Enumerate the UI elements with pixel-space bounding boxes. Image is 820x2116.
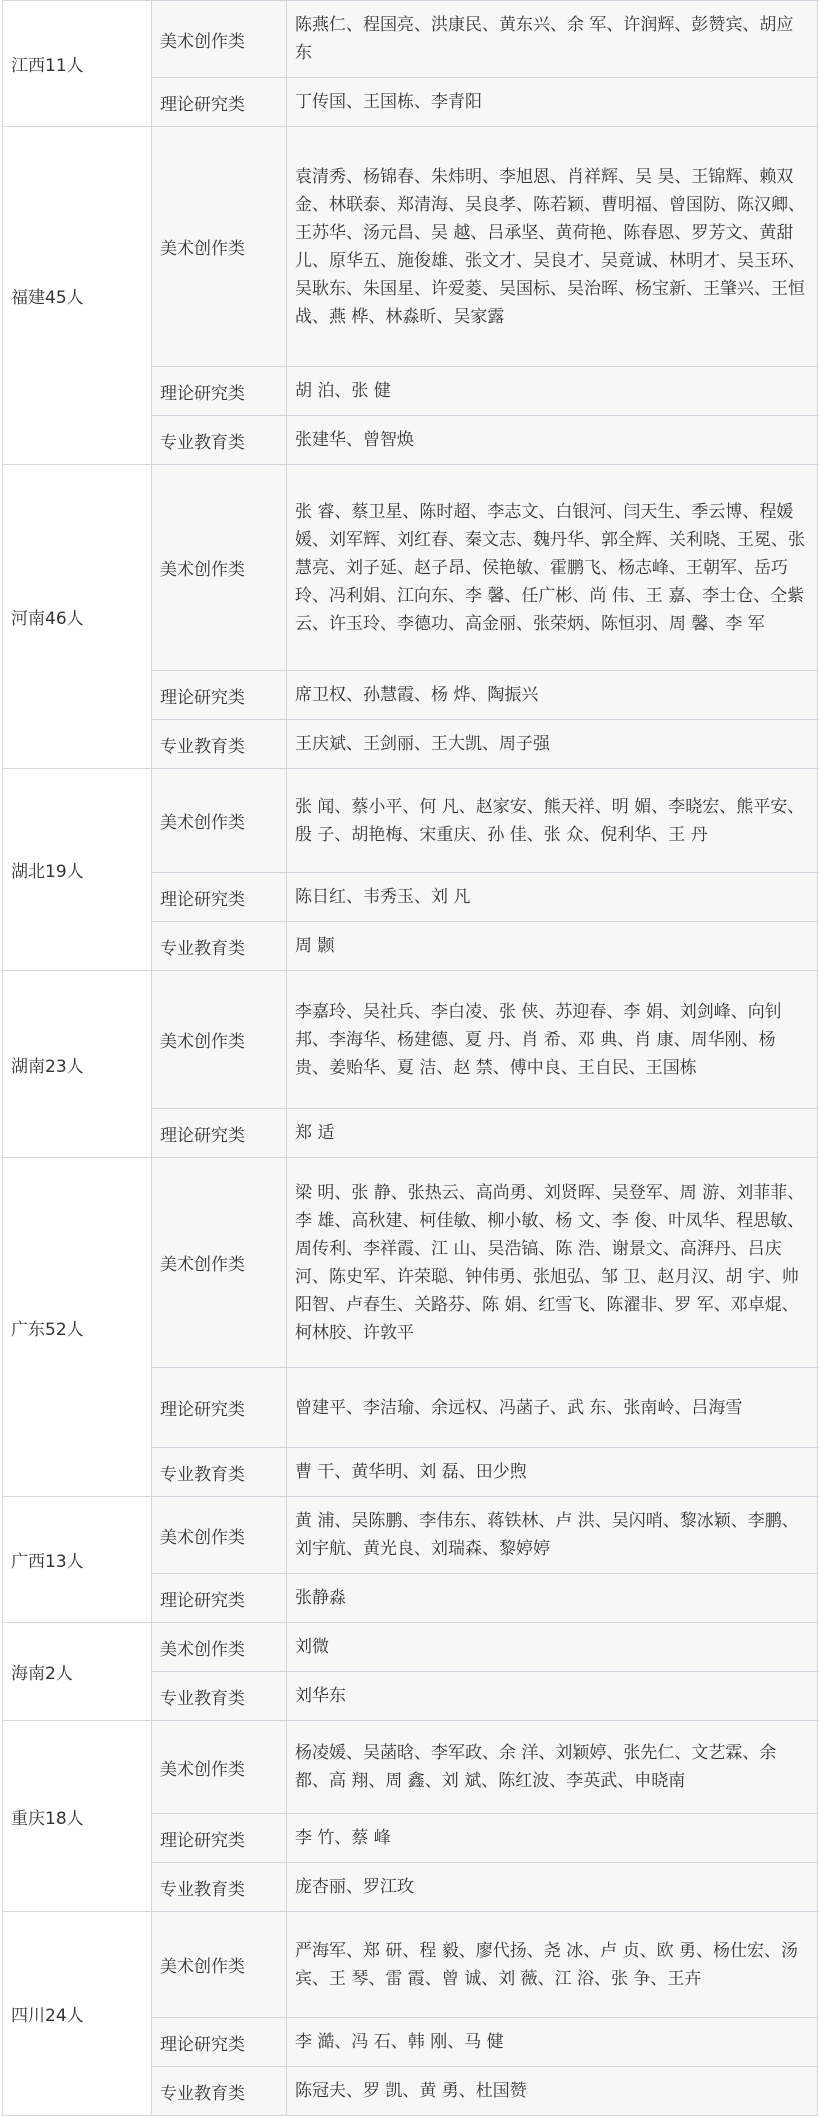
- names-cell: 张 闻、蔡小平、何 凡、赵家安、熊天祥、明 媚、李晓宏、熊平安、殷 子、胡艳梅、宋重庆、孙 佳、张 众、倪利华、王 丹: [287, 769, 818, 873]
- category-cell: 美术创作类: [152, 1497, 287, 1574]
- names-cell: 席卫权、孙慧霞、杨 烨、陶振兴: [287, 671, 818, 720]
- category-cell: 美术创作类: [152, 1912, 287, 2018]
- province-cell: 江西11人: [3, 1, 152, 127]
- category-cell: 理论研究类: [152, 1368, 287, 1448]
- province-cell: 海南2人: [3, 1623, 152, 1721]
- category-cell: 美术创作类: [152, 127, 287, 367]
- names-cell: 丁传国、王国栋、李青阳: [287, 78, 818, 127]
- province-cell: 福建45人: [3, 127, 152, 465]
- names-cell: 刘微: [287, 1623, 818, 1672]
- category-cell: 专业教育类: [152, 720, 287, 769]
- names-cell: 郑 适: [287, 1109, 818, 1158]
- names-cell: 杨凌媛、吴菡晗、李军政、余 洋、刘颖婷、张先仁、文艺霖、余都、高 翔、周 鑫、刘 斌、陈红波、李英武、申晓南: [287, 1721, 818, 1814]
- table-row: [3, 1912, 818, 2018]
- names-cell: 刘华东: [287, 1672, 818, 1721]
- names-cell: 袁清秀、杨锦春、朱炜明、李旭恩、肖祥辉、吴 昊、王锦辉、赖双金、林联泰、郑清海、吴良孝、陈若颖、曹明福、曾国防、陈汉卿、王苏华、汤元昌、吴 越、吕承坚、黄荷艳、陈春恩、罗芳文、黄甜儿、原华五、施俊雄、张文才、吴良才、吴竟诚、林明才、吴玉环、吴耿东、朱国星、许爱菱、吴国标、吴治晖、杨宝新、王肇兴、王恒战、燕 桦、林淼昕、吴家露: [287, 127, 818, 367]
- table-row: [3, 1, 818, 78]
- names-cell: 陈日红、韦秀玉、刘 凡: [287, 873, 818, 922]
- province-cell: 重庆18人: [3, 1721, 152, 1912]
- province-cell: 湖北19人: [3, 769, 152, 971]
- names-cell: 梁 明、张 静、张热云、高尚勇、刘贤晖、吴登军、周 游、刘菲菲、李 雄、高秋建、柯佳敏、柳小敏、杨 文、李 俊、叶凤华、程思敏、周传利、李祥霞、江 山、吴浩镐、陈 浩、谢景文、高湃丹、吕庆河、陈史军、许荣聪、钟伟勇、张旭弘、邹 卫、赵月汉、胡 宇、帅阳智、卢春生、关路芬、陈 娟、红雪飞、陈濯非、罗 军、邓卓焜、柯林胶、许敦平: [287, 1158, 818, 1368]
- province-cell: 四川24人: [3, 1912, 152, 2116]
- category-cell: 理论研究类: [152, 1574, 287, 1623]
- names-cell: 李 澔、冯 石、韩 刚、马 健: [287, 2018, 818, 2067]
- category-cell: 专业教育类: [152, 922, 287, 971]
- names-cell: 陈燕仁、程国亮、洪康民、黄东兴、余 军、许润辉、彭赞宾、胡应东: [287, 1, 818, 78]
- category-cell: 理论研究类: [152, 873, 287, 922]
- table-row: [3, 1158, 818, 1368]
- names-cell: 严海军、郑 研、程 毅、廖代扬、尧 冰、卢 贞、欧 勇、杨仕宏、汤 宾、王 琴、雷 霞、曾 诚、刘 薇、江 浴、张 争、王卉: [287, 1912, 818, 2018]
- names-cell: 李嘉玲、吴社兵、李白凌、张 侠、苏迎春、李 娟、刘剑峰、向钊邦、李海华、杨建德、夏 丹、肖 希、邓 典、肖 康、周华刚、杨 贵、姜贻华、夏 洁、赵 禁、傅中良、王自民、王国栋: [287, 971, 818, 1109]
- category-cell: 专业教育类: [152, 416, 287, 465]
- category-cell: 美术创作类: [152, 1158, 287, 1368]
- category-cell: 美术创作类: [152, 769, 287, 873]
- category-cell: 美术创作类: [152, 1, 287, 78]
- province-cell: 广东52人: [3, 1158, 152, 1497]
- names-cell: 李 竹、蔡 峰: [287, 1814, 818, 1863]
- names-cell: 周 颢: [287, 922, 818, 971]
- names-cell: 王庆斌、王剑丽、王大凯、周子强: [287, 720, 818, 769]
- province-cell: 河南46人: [3, 465, 152, 769]
- names-cell: 张建华、曾智焕: [287, 416, 818, 465]
- category-cell: 理论研究类: [152, 671, 287, 720]
- names-cell: 胡 泊、张 健: [287, 367, 818, 416]
- category-cell: 理论研究类: [152, 78, 287, 127]
- table-row: [3, 1721, 818, 1814]
- table-row: [3, 465, 818, 671]
- category-cell: 专业教育类: [152, 1863, 287, 1912]
- table-row: [3, 769, 818, 873]
- table-row: [3, 1497, 818, 1574]
- names-cell: 张 睿、蔡卫星、陈时超、李志文、白银河、闫天生、季云博、程媛媛、刘军辉、刘红春、秦文志、魏丹华、郭全辉、关利晓、王冕、张慧亮、刘子延、赵子昂、侯艳敏、霍鹏飞、杨志峰、王朝军、岳巧玲、冯利娟、江向东、李 馨、任广彬、尚 伟、王 嘉、李士仓、仝紫云、许玉玲、李德功、高金丽、张荣炳、陈恒羽、周 馨、李 军: [287, 465, 818, 671]
- names-cell: 黄 浦、吴陈鹏、李伟东、蒋铁林、卢 洪、吴闪哨、黎冰颖、李鹏、刘宇航、黄光良、刘瑞森、黎婷婷: [287, 1497, 818, 1574]
- table-row: [3, 1623, 818, 1672]
- category-cell: 理论研究类: [152, 1814, 287, 1863]
- names-cell: 庞杏丽、罗江玫: [287, 1863, 818, 1912]
- names-cell: 曹 干、黄华明、刘 磊、田少煦: [287, 1448, 818, 1497]
- category-cell: 理论研究类: [152, 367, 287, 416]
- category-cell: 美术创作类: [152, 1623, 287, 1672]
- names-cell: 张静淼: [287, 1574, 818, 1623]
- category-cell: 美术创作类: [152, 971, 287, 1109]
- category-cell: 美术创作类: [152, 465, 287, 671]
- names-cell: 曾建平、李洁瑜、余远权、冯菡子、武 东、张南岭、吕海雪: [287, 1368, 818, 1448]
- roster-body: [3, 1, 818, 2116]
- category-cell: 专业教育类: [152, 1672, 287, 1721]
- names-cell: 陈冠夫、罗 凯、黄 勇、杜国赞: [287, 2067, 818, 2116]
- category-cell: 理论研究类: [152, 2018, 287, 2067]
- category-cell: 美术创作类: [152, 1721, 287, 1814]
- category-cell: 专业教育类: [152, 1448, 287, 1497]
- category-cell: 专业教育类: [152, 2067, 287, 2116]
- roster-table: [2, 0, 818, 2116]
- province-cell: 湖南23人: [3, 971, 152, 1158]
- province-cell: 广西13人: [3, 1497, 152, 1623]
- table-row: [3, 971, 818, 1109]
- category-cell: 理论研究类: [152, 1109, 287, 1158]
- table-row: [3, 127, 818, 367]
